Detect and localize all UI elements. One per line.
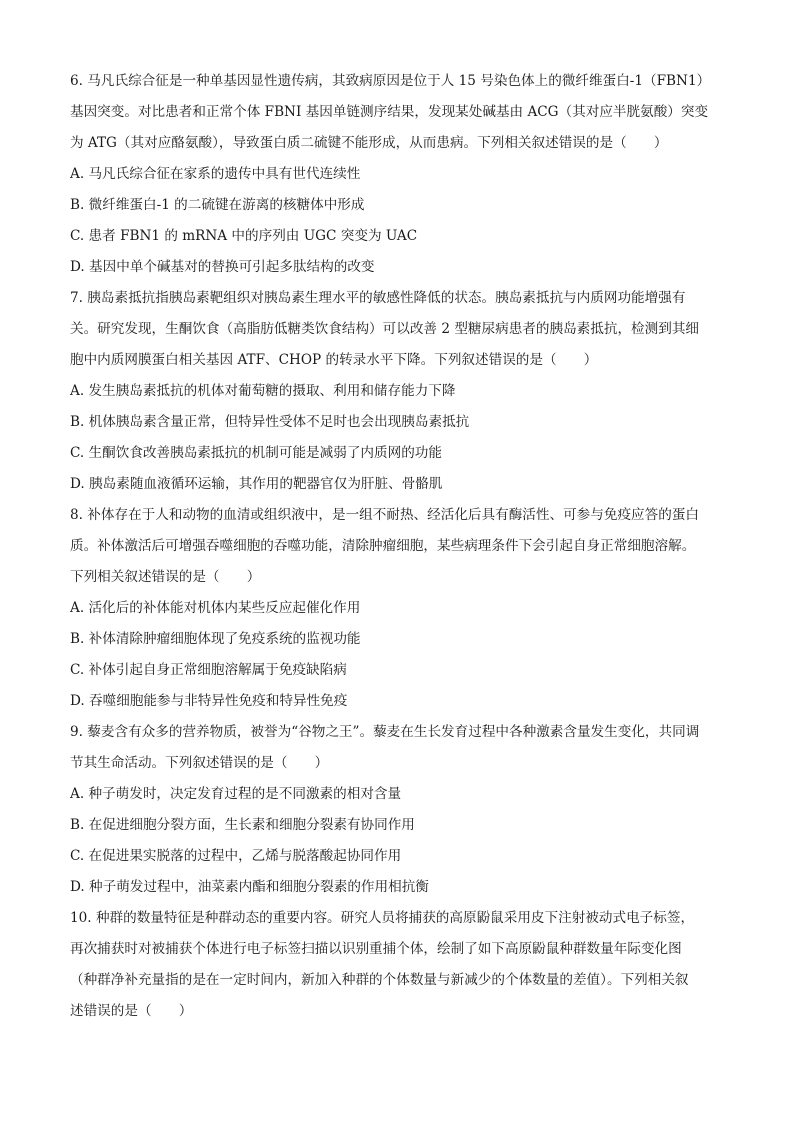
option-b: B. 在促进细胞分裂方面，生长素和细胞分裂素有协同作用 (70, 817, 415, 833)
exam-page (70, 66, 728, 1027)
option-b: B. 补体清除肿瘤细胞体现了免疫系统的监视功能 (70, 631, 361, 647)
question-stem-line: 质。补体激活后可增强吞噬细胞的吞噬功能，清除肿瘤细胞，某些病理条件下会引起自身正常细胞溶解。 (70, 538, 696, 554)
option-c: C. 生酮饮食改善胰岛素抵抗的机制可能是减弱了内质网的功能 (70, 445, 442, 461)
question-stem-line: 胞中内质网膜蛋白相关基因 ATF、CHOP 的转录水平下降。下列叙述错误的是（ ） (70, 352, 598, 368)
question-stem-line: 关。研究发现，生酮饮食（高脂肪低糖类饮食结构）可以改善 2 型糖尿病患者的胰岛素抵抗，检测到其细 (70, 321, 700, 337)
option-b: B. 机体胰岛素含量正常，但特异性受体不足时也会出现胰岛素抵抗 (70, 414, 470, 430)
question-stem-line: 6. 马凡氏综合征是一种单基因显性遗传病，其致病原因是位于人 15 号染色体上的微纤维蛋白-1（FBN1） (70, 73, 711, 89)
question-stem-line: 再次捕获时对被捕获个体进行电子标签扫描以识别重捕个体，绘制了如下高原鼢鼠种群数量年际变化图 (70, 941, 682, 957)
question-stem-line: 10. 种群的数量特征是种群动态的重要内容。研究人员将捕获的高原鼢鼠采用皮下注射被动式电子标签， (70, 910, 695, 926)
option-a: A. 活化后的补体能对机体内某些反应起催化作用 (70, 600, 361, 616)
question-stem-line: 节其生命活动。下列叙述错误的是（ ） (70, 755, 329, 771)
option-a: A. 种子萌发时，决定发育过程的是不同激素的相对含量 (70, 786, 402, 802)
question-10 (70, 903, 728, 1027)
question-6 (70, 66, 728, 283)
question-7 (70, 283, 728, 500)
question-stem-line: 7. 胰岛素抵抗指胰岛素靶组织对胰岛素生理水平的敏感性降低的状态。胰岛素抵抗与内质网功能增强有 (70, 290, 686, 306)
option-d: D. 种子萌发过程中，油菜素内酯和细胞分裂素的作用相抗衡 (70, 879, 429, 895)
question-stem-line: 为 ATG（其对应酪氨酸），导致蛋白质二硫键不能形成，从而患病。下列相关叙述错误的是（ ） (70, 135, 668, 151)
question-8 (70, 500, 728, 717)
question-stem-line: 基因突变。对比患者和正常个体 FBNI 基因单链测序结果，发现某处碱基由 ACG（其对应半胱氨酸）突变 (70, 104, 709, 120)
question-stem-line: 下列相关叙述错误的是（ ） (70, 569, 261, 585)
option-d: D. 胰岛素随血液循环运输，其作用的靶器官仅为肝脏、骨骼肌 (70, 476, 443, 492)
option-c: C. 在促进果实脱落的过程中，乙烯与脱落酸起协同作用 (70, 848, 402, 864)
option-d: D. 基因中单个碱基对的替换可引起多肽结构的改变 (70, 259, 375, 275)
option-b: B. 微纤维蛋白-1 的二硫键在游离的核糖体中形成 (70, 197, 365, 213)
question-stem-line: 述错误的是（ ） (70, 1003, 193, 1019)
question-stem-line: （种群净补充量指的是在一定时间内，新加入种群的个体数量与新减少的个体数量的差值）。下列相关叙 (70, 972, 689, 988)
question-stem-line: 8. 补体存在于人和动物的血清或组织液中，是一组不耐热、经活化后具有酶活性、可参与免疫应答的蛋白 (70, 507, 700, 523)
option-c: C. 补体引起自身正常细胞溶解属于免疫缺陷病 (70, 662, 347, 678)
option-d: D. 吞噬细胞能参与非特异性免疫和特异性免疫 (70, 693, 348, 709)
question-9 (70, 717, 728, 903)
option-a: A. 发生胰岛素抵抗的机体对葡萄糖的摄取、利用和储存能力下降 (70, 383, 456, 399)
question-stem-line: 9. 藜麦含有众多的营养物质，被誉为“谷物之王”。藜麦在生长发育过程中各种激素含量发生变化，共同调 (70, 724, 700, 740)
option-a: A. 马凡氏综合征在家系的遗传中具有世代连续性 (70, 166, 361, 182)
option-c: C. 患者 FBN1 的 mRNA 中的序列由 UGC 突变为 UAC (70, 228, 418, 244)
